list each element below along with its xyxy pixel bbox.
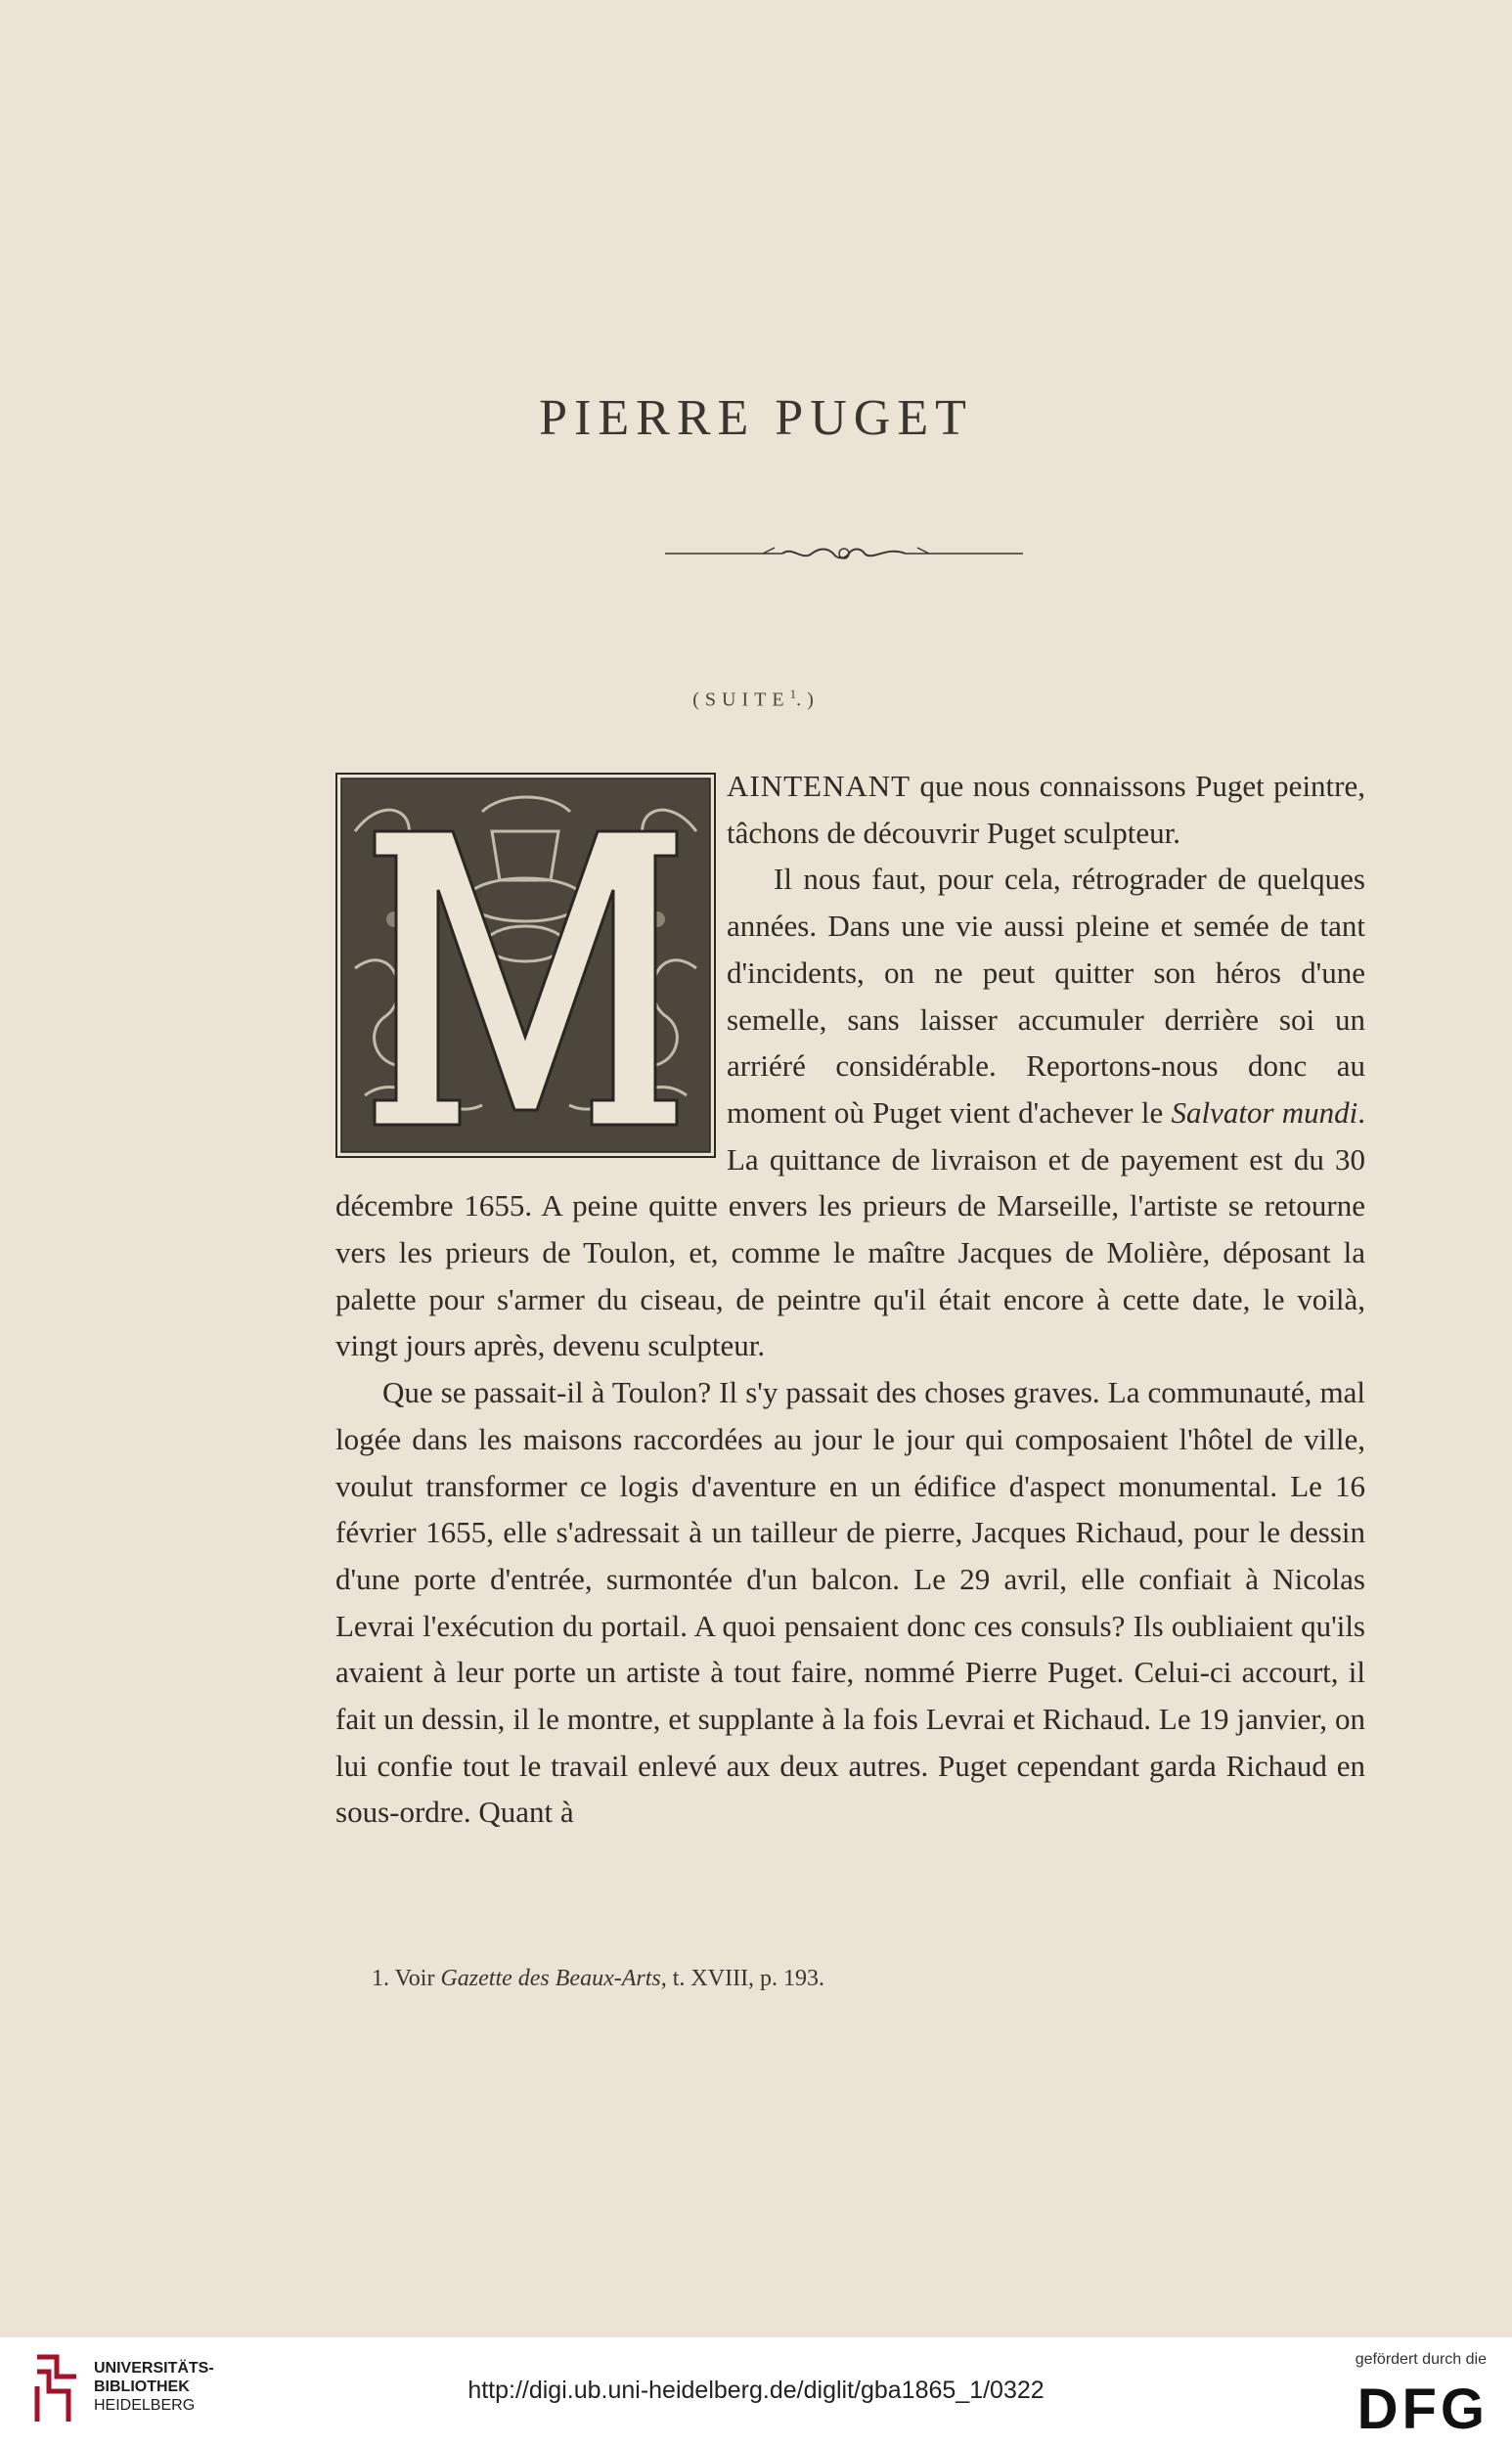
footnote-prefix: Voir — [389, 1966, 441, 1991]
paragraph-1-smallcaps: AINTENANT — [727, 769, 912, 803]
funded-by-label: gefördert durch die — [1355, 2351, 1487, 2368]
paragraph-3: Que se passait-il à Toulon? Il s'y passait des choses graves. La communauté, mal logée dans les maisons raccordées au jour le jour qui composaient l'hôtel de ville, voulut transformer ce logis d'aventure en un édifice d'aspect monumental. Le 16 février 1655, elle s'adressait à un tailleur de pierre, Jacques Richaud, pour le dessin d'une porte d'entrée, surmontée d'un balcon. Le 29 avril, elle confiait à Nicolas Levrai l'exécution du portail. A quoi pensaient donc ces consuls? Ils oubliaient qu'ils avaient à leur porte un artiste à tout faire, nommé Pierre Puget. Celui-ci accourt, il fait un dessin, il le montre, et supplante à la fois Levrai et Richaud. Le 19 janvier, on lui confie tout le travail enlevé aux deux autres. Puget cependant garda Richaud en sous-ordre. Quant à — [335, 1375, 1365, 1830]
initial-spacer — [335, 763, 727, 1154]
paragraph-2-text-b: . La quittance de livraison et de payement est du 30 décembre 1655. A peine quitte envers les prieurs de Marseille, l'artiste se retourne vers les prieurs de Toulon, et, comme le maître Jacques de Molière, déposant la palette pour s'armer du ciseau, de peintre qu'il était encore à cette date, le voilà, vingt jours après, devenu sculpteur. — [335, 1094, 1365, 1363]
library-line-2: BIBLIOTHEK — [94, 2378, 190, 2395]
footnote-italic: Gazette des Beaux-Arts — [440, 1966, 661, 1991]
paragraph-2-text-a: Il nous faut, pour cela, rétrograder de quelques années. Dans une vie aussi pleine et semée de tant d'incidents, on ne peut quitter son héros d'une semelle, sans laisser accumuler derrière soi un arriéré considérable. Reportons-nous donc au moment où Puget vient d'achever le — [727, 862, 1365, 1130]
paragraph-1-text: que nous connaissons Puget peintre, tâchons de découvrir Puget sculpteur. — [727, 769, 1365, 850]
dfg-logo: DFG — [1356, 2378, 1489, 2441]
article-title: PIERRE PUGET — [539, 390, 973, 446]
footnote-number: 1. — [372, 1966, 389, 1991]
library-line-3: HEIDELBERG — [94, 2397, 196, 2414]
suite-text: (SUITE — [692, 689, 790, 711]
suite-label — [0, 687, 1512, 712]
ornamental-rule — [665, 538, 1023, 569]
footnote-suffix: , t. XVIII, p. 193. — [660, 1966, 825, 1991]
suite-close: .) — [796, 689, 820, 711]
footnote — [372, 1966, 1350, 1992]
suite-footnote-ref: 1 — [789, 687, 797, 701]
library-line-1: UNIVERSITÄTS- — [94, 2360, 214, 2377]
source-url-link[interactable]: http://digi.ub.uni-heidelberg.de/diglit/gba1865_1/0322 — [467, 2377, 1045, 2404]
paragraph-2-italic: Salvator mundi — [1171, 1094, 1358, 1130]
article-body — [335, 763, 1365, 1836]
